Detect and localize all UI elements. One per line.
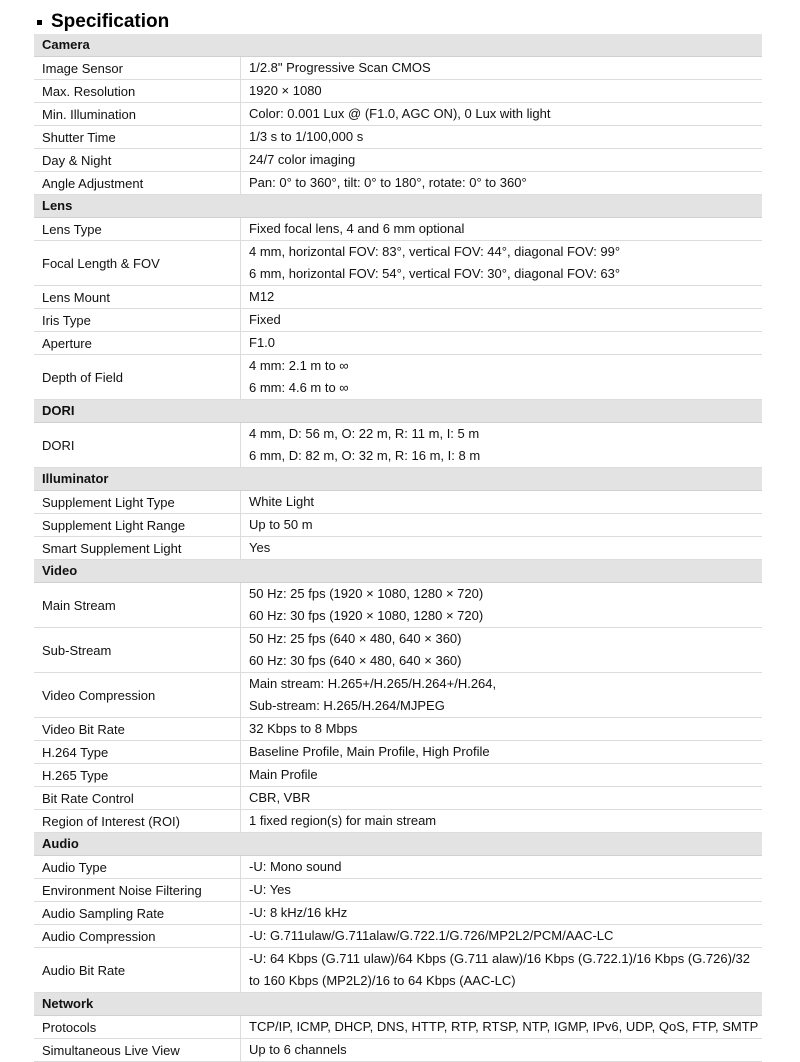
spec-value-line: 4 mm, horizontal FOV: 83°, vertical FOV: 44°, diagonal FOV: 99° xyxy=(249,244,621,259)
spec-row xyxy=(34,332,762,355)
spec-label: Video Bit Rate xyxy=(34,718,241,740)
spec-label: Max. Resolution xyxy=(34,80,241,102)
spec-value xyxy=(241,1016,762,1038)
spec-value-line: F1.0 xyxy=(249,335,276,350)
spec-value-line: 4 mm: 2.1 m to ∞ xyxy=(249,358,349,373)
spec-value-line: to 160 Kbps (MP2L2)/16 to 64 Kbps (AAC-LC) xyxy=(249,973,516,988)
spec-value xyxy=(241,103,762,125)
spec-row xyxy=(34,787,762,810)
spec-label: Protocols xyxy=(34,1016,241,1038)
spec-value-line: CBR, VBR xyxy=(249,790,311,805)
spec-row xyxy=(34,718,762,741)
spec-label: Audio Bit Rate xyxy=(34,948,241,992)
spec-value xyxy=(241,1039,762,1061)
spec-row xyxy=(34,57,762,80)
spec-label: Audio Compression xyxy=(34,925,241,947)
spec-row xyxy=(34,948,762,993)
spec-value-line: 50 Hz: 25 fps (1920 × 1080, 1280 × 720) xyxy=(249,586,484,601)
spec-value-line: Up to 50 m xyxy=(249,517,313,532)
spec-row xyxy=(34,172,762,195)
spec-value-line: TCP/IP, ICMP, DHCP, DNS, HTTP, RTP, RTSP, NTP, IGMP, IPv6, UDP, QoS, FTP, SMTP xyxy=(249,1019,759,1034)
spec-value-line: -U: 64 Kbps (G.711 ulaw)/64 Kbps (G.711 alaw)/16 Kbps (G.722.1)/16 Kbps (G.726)/32 xyxy=(249,951,751,966)
spec-value-line: 1 fixed region(s) for main stream xyxy=(249,813,437,828)
spec-value-line: 50 Hz: 25 fps (640 × 480, 640 × 360) xyxy=(249,631,462,646)
spec-value-line: Pan: 0° to 360°, tilt: 0° to 180°, rotate: 0° to 360° xyxy=(249,175,527,190)
spec-value xyxy=(241,764,762,786)
spec-row xyxy=(34,764,762,787)
spec-value xyxy=(241,628,762,672)
spec-value-line: White Light xyxy=(249,494,315,509)
spec-row xyxy=(34,218,762,241)
section-header: Audio xyxy=(34,833,762,856)
spec-value xyxy=(241,925,762,947)
spec-value xyxy=(241,741,762,763)
spec-label: Region of Interest (ROI) xyxy=(34,810,241,832)
spec-value-line: -U: Yes xyxy=(249,882,291,897)
spec-label: Smart Supplement Light xyxy=(34,537,241,559)
spec-value-line: Fixed xyxy=(249,312,281,327)
section-header: DORI xyxy=(34,400,762,423)
spec-value xyxy=(241,218,762,240)
spec-label: Angle Adjustment xyxy=(34,172,241,194)
spec-row xyxy=(34,423,762,468)
spec-label: Shutter Time xyxy=(34,126,241,148)
spec-value-line: 6 mm, D: 82 m, O: 32 m, R: 16 m, I: 8 m xyxy=(249,448,481,463)
spec-label: Focal Length & FOV xyxy=(34,241,241,285)
spec-row xyxy=(34,741,762,764)
spec-value xyxy=(241,948,762,992)
spec-value xyxy=(241,172,762,194)
spec-value xyxy=(241,126,762,148)
spec-value-line: 60 Hz: 30 fps (1920 × 1080, 1280 × 720) xyxy=(249,608,484,623)
section-header: Video xyxy=(34,560,762,583)
spec-value-line: -U: 8 kHz/16 kHz xyxy=(249,905,348,920)
spec-label: Image Sensor xyxy=(34,57,241,79)
spec-label: Day & Night xyxy=(34,149,241,171)
spec-value xyxy=(241,80,762,102)
spec-value-line: -U: G.711ulaw/G.711alaw/G.722.1/G.726/MP2L2/PCM/AAC-LC xyxy=(249,928,614,943)
spec-row xyxy=(34,1039,762,1062)
page-title xyxy=(37,10,169,34)
spec-row xyxy=(34,491,762,514)
spec-value xyxy=(241,332,762,354)
spec-value xyxy=(241,879,762,901)
spec-value-line: 6 mm, horizontal FOV: 54°, vertical FOV: 30°, diagonal FOV: 63° xyxy=(249,266,621,281)
spec-label: Simultaneous Live View xyxy=(34,1039,241,1061)
spec-value xyxy=(241,514,762,536)
page-title-text: Specification xyxy=(51,11,170,32)
section-header: Camera xyxy=(34,34,762,57)
spec-label: Bit Rate Control xyxy=(34,787,241,809)
spec-value xyxy=(241,718,762,740)
section-header: Lens xyxy=(34,195,762,218)
spec-label: Video Compression xyxy=(34,673,241,717)
spec-row xyxy=(34,309,762,332)
spec-value-line: Up to 6 channels xyxy=(249,1042,347,1057)
spec-value-line: Baseline Profile, Main Profile, High Profile xyxy=(249,744,490,759)
spec-table xyxy=(34,34,762,1062)
spec-value xyxy=(241,286,762,308)
spec-label: Lens Type xyxy=(34,218,241,240)
spec-value xyxy=(241,241,762,285)
spec-value-line: Main Profile xyxy=(249,767,318,782)
spec-row xyxy=(34,241,762,286)
section-header: Illuminator xyxy=(34,468,762,491)
spec-label: Iris Type xyxy=(34,309,241,331)
spec-value-line: 1/3 s to 1/100,000 s xyxy=(249,129,364,144)
spec-value-line: Fixed focal lens, 4 and 6 mm optional xyxy=(249,221,465,236)
spec-value xyxy=(241,149,762,171)
spec-value xyxy=(241,491,762,513)
spec-value-line: 1/2.8" Progressive Scan CMOS xyxy=(249,60,431,75)
spec-value-line: 4 mm, D: 56 m, O: 22 m, R: 11 m, I: 5 m xyxy=(249,426,480,441)
spec-label: Min. Illumination xyxy=(34,103,241,125)
spec-value xyxy=(241,856,762,878)
spec-label: Main Stream xyxy=(34,583,241,627)
spec-value xyxy=(241,787,762,809)
spec-row xyxy=(34,286,762,309)
spec-row xyxy=(34,628,762,673)
spec-value xyxy=(241,673,762,717)
spec-label: Aperture xyxy=(34,332,241,354)
spec-value xyxy=(241,583,762,627)
spec-row xyxy=(34,126,762,149)
spec-value xyxy=(241,902,762,924)
spec-label: H.265 Type xyxy=(34,764,241,786)
spec-label: Audio Sampling Rate xyxy=(34,902,241,924)
section-header: Network xyxy=(34,993,762,1016)
spec-value-line: 1920 × 1080 xyxy=(249,83,322,98)
spec-value-line: Color: 0.001 Lux @ (F1.0, AGC ON), 0 Lux with light xyxy=(249,106,551,121)
spec-row xyxy=(34,355,762,400)
spec-row xyxy=(34,673,762,718)
spec-value-line: -U: Mono sound xyxy=(249,859,342,874)
spec-value xyxy=(241,810,762,832)
spec-value xyxy=(241,355,762,399)
spec-value-line: 6 mm: 4.6 m to ∞ xyxy=(249,380,349,395)
spec-row xyxy=(34,925,762,948)
spec-label: Sub-Stream xyxy=(34,628,241,672)
spec-value-line: 32 Kbps to 8 Mbps xyxy=(249,721,358,736)
spec-value-line: Main stream: H.265+/H.265/H.264+/H.264, xyxy=(249,676,497,691)
spec-value-line: 60 Hz: 30 fps (640 × 480, 640 × 360) xyxy=(249,653,462,668)
spec-value xyxy=(241,423,762,467)
spec-row xyxy=(34,583,762,628)
spec-value xyxy=(241,57,762,79)
bullet-icon xyxy=(37,20,42,25)
spec-row xyxy=(34,149,762,172)
spec-row xyxy=(34,80,762,103)
spec-value-line: Yes xyxy=(249,540,271,555)
spec-label: H.264 Type xyxy=(34,741,241,763)
spec-row xyxy=(34,879,762,902)
spec-row xyxy=(34,810,762,833)
spec-row xyxy=(34,514,762,537)
spec-value-line: 24/7 color imaging xyxy=(249,152,356,167)
spec-row xyxy=(34,537,762,560)
spec-value xyxy=(241,309,762,331)
spec-label: Environment Noise Filtering xyxy=(34,879,241,901)
spec-label: Audio Type xyxy=(34,856,241,878)
spec-row xyxy=(34,856,762,879)
spec-label: Supplement Light Range xyxy=(34,514,241,536)
spec-label: Depth of Field xyxy=(34,355,241,399)
spec-value-line: Sub-stream: H.265/H.264/MJPEG xyxy=(249,698,445,713)
spec-label: Lens Mount xyxy=(34,286,241,308)
spec-row xyxy=(34,1016,762,1039)
spec-value-line: M12 xyxy=(249,289,275,304)
spec-row xyxy=(34,103,762,126)
spec-label: DORI xyxy=(34,423,241,467)
spec-label: Supplement Light Type xyxy=(34,491,241,513)
spec-value xyxy=(241,537,762,559)
spec-row xyxy=(34,902,762,925)
